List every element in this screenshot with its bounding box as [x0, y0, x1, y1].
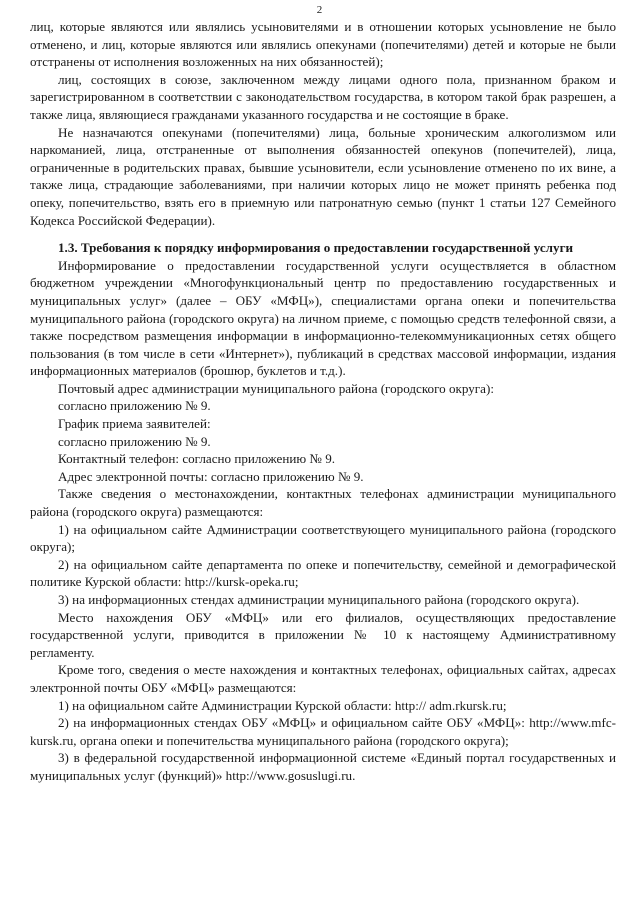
paragraph: 3) на информационных стендах администрации муниципального района (городского округа). [58, 592, 580, 607]
paragraph: 1) на официальном сайте Администрации Курской области: http:// adm.rkursk.ru; [58, 697, 507, 713]
paragraph: Кроме того, сведения о месте нахождения и контактных телефонах, официальных сайтах, адресах электронной почты ОБУ «МФЦ» размещаются: [30, 662, 616, 695]
paragraph: 2) на информационных стендах ОБУ «МФЦ» и официальном сайте ОБУ «МФЦ»: http://www.mfc-kursk.ru, органа опеки и попечительства муниципального района (городского округа); [30, 715, 616, 748]
paragraph: 1) на официальном сайте Администрации соответствующего муниципального района (городского округа); [30, 521, 616, 555]
paragraph: согласно приложению № 9. [58, 433, 211, 449]
paragraph: 2) на официальном сайте департамента по опеке и попечительству, семейной и демографической политике Курской области: http://kursk-opeka.ru; [30, 556, 616, 590]
page-number: 2 [316, 4, 323, 16]
paragraph: Также сведения о местонахождении, контактных телефонах администрации муниципального района (городского округа) размещаются: [30, 486, 616, 520]
paragraph: Не назначаются опекунами (попечителями) лица, больные хроническим алкоголизмом или наркоманией, лица, отстраненные от выполнения обязанностей опекунов (попечителей), лица, ограниченные в родительских правах, бывшие усыновители, если усыновление отменено по их вине, а также лица, страдающие заболеваниями, при наличии которых лицо не может принять ребенка под опеку, попечительство, взять его в приемную или патронатную семью (пункт 1 статьи 127 Семейного Кодекса Российской Федерации). [30, 124, 616, 228]
paragraph: Контактный телефон: согласно приложению № 9. [58, 451, 336, 467]
paragraph: лиц, которые являются или являлись усыновителями и в отношении которых усыновление не было отменено, и лиц, которые являются или являлись опекунами (попечителями) детей и которые не были отстранены от исполнения возложенных на них обязанностей); [30, 19, 616, 70]
paragraph: Адрес электронной почты: согласно приложению № 9. [58, 468, 364, 484]
document-body [30, 18, 616, 785]
paragraph: лиц, состоящих в союзе, заключенном между лицами одного пола, признанном браком и зарегистрированном в соответствии с законодательством государства, в котором такой брак разрешен, а также лица, являющиеся гражданами указанного государства и не состоящие в браке. [30, 71, 616, 122]
paragraph: График приема заявителей: [58, 416, 211, 432]
paragraph: согласно приложению № 9. [58, 398, 211, 414]
paragraph: 3) в федеральной государственной информационной системе «Единый портал государственных и муниципальных услуг (функций)» http://www.gosuslugi.ru. [30, 750, 616, 783]
section-heading: 1.3. Требования к порядку информирования о предоставлении государственной услуги [58, 240, 574, 256]
paragraph: Почтовый адрес администрации муниципального района (городского округа): [58, 380, 494, 396]
paragraph: Информирование о предоставлении государственной услуги осуществляется в областном бюджетном учреждении «Многофункциональный центр по предоставлению государственных и муниципальных услуг» (далее – ОБУ «МФЦ»), специалистами органа опеки и попечительства муниципального района (городского округа) на личном приеме, с помощью средств телефонной связи, а также посредством размещения информации в информационно-телекоммуникационных сетях общего пользования (в том числе в сети «Интернет»), публикаций в средствах массовой информации, издания информационных материалов (брошюр, буклетов и т.д.). [30, 257, 616, 379]
paragraph: Место нахождения ОБУ «МФЦ» или его филиалов, осуществляющих предоставление государственной услуги, приводится в приложении № 10 к настоящему Административному регламенту. [30, 609, 616, 660]
